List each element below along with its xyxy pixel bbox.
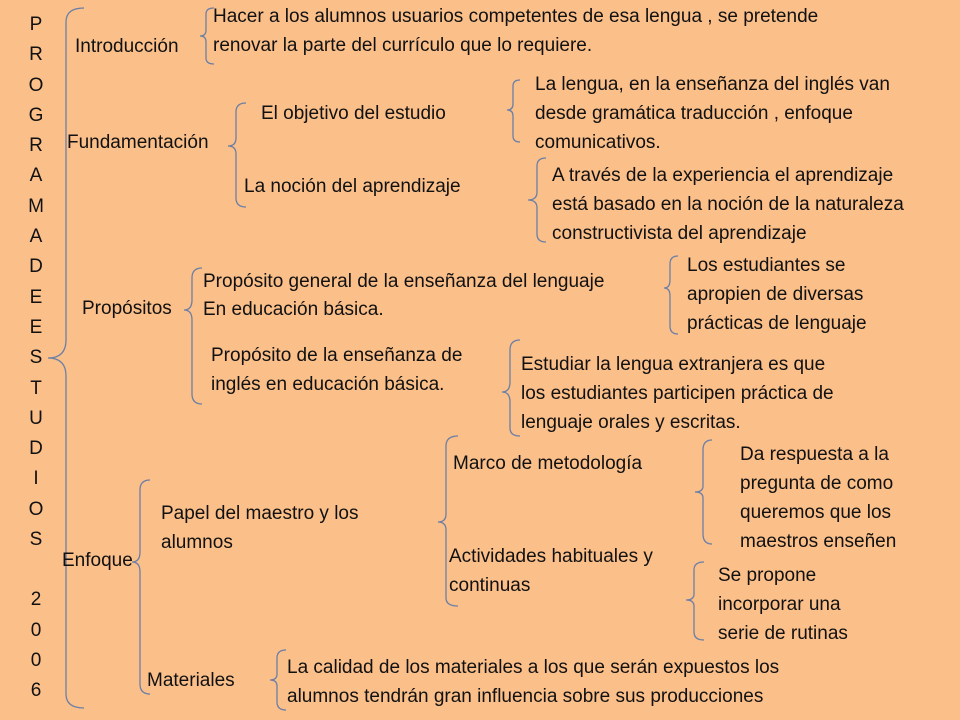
papel-label-line: Papel del maestro y los [161, 503, 359, 524]
title-letter: U [29, 407, 43, 429]
ingles-brace [502, 340, 520, 436]
prop-label: Propósitos [82, 298, 172, 319]
marco-text-line: maestros enseñen [740, 531, 897, 552]
nocion-label: La noción del aprendizaje [244, 176, 461, 197]
marco-text-line: pregunta de como [740, 473, 894, 494]
marco-text-line: Da respuesta a la [740, 444, 889, 465]
ingles-label-line: Propósito de la enseñanza de [211, 345, 463, 366]
intro-text-line: renovar la parte del currículo que lo requiere. [213, 35, 593, 56]
intro-brace [200, 8, 214, 64]
general-label-line: En educación básica. [203, 299, 384, 320]
intro-label: Introducción [75, 36, 179, 57]
nocion-text-line: A través de la experiencia el aprendizaje [552, 165, 894, 186]
general-brace [664, 256, 678, 334]
activ-text-line: Se propone [718, 565, 817, 586]
marco-brace [695, 440, 712, 544]
materiales-label: Materiales [147, 670, 235, 691]
marco-label: Marco de metodología [453, 453, 643, 474]
activ-brace [686, 562, 704, 640]
objetivo-brace [507, 80, 520, 142]
title-letter: G [28, 104, 44, 126]
papel-label-line: alumnos [161, 532, 233, 553]
general-text-line: apropien de diversas [687, 284, 864, 305]
materiales-text-line: La calidad de los materiales a los que serán expuestos los [287, 657, 780, 678]
title-letter: R [29, 44, 43, 66]
ingles-text-line: Estudiar la lengua extranjera es que [521, 354, 826, 375]
title-letter: D [29, 256, 43, 278]
title-letter: S [29, 347, 43, 369]
title-letter: E [29, 286, 43, 308]
title-letter: P [29, 14, 43, 35]
ingles-label-line: inglés en educación básica. [211, 374, 445, 395]
title-letter: S [29, 529, 43, 551]
objetivo-text-line: desde gramática traducción , enfoque [535, 103, 853, 124]
title-letter: E [29, 316, 43, 338]
marco-text-line: queremos que los [740, 502, 892, 523]
year-digit: 0 [30, 649, 42, 671]
year-digit: 0 [30, 619, 42, 641]
year-digit: 2 [30, 589, 42, 611]
title-letter: R [29, 135, 43, 157]
materiales-brace [270, 650, 286, 710]
activ-text-line: serie de rutinas [718, 623, 848, 644]
year-digit: 6 [30, 680, 42, 702]
fund-label: Fundamentación [67, 132, 209, 153]
objetivo-text-line: comunicativos. [535, 132, 661, 153]
objetivo-text-line: La lengua, en la enseñanza del inglés van [535, 74, 890, 95]
activ-text-line: incorporar una [718, 594, 841, 615]
main-brace [48, 8, 84, 708]
nocion-text-line: constructivista del aprendizaje [552, 223, 807, 244]
title-letter: D [29, 438, 43, 460]
enf-label: Enfoque [62, 550, 133, 571]
title-letter: O [28, 74, 44, 96]
ingles-text-line: lenguaje orales y escritas. [521, 412, 741, 433]
intro-text-line: Hacer a los alumnos usuarios competentes de esa lengua , se pretende [213, 6, 819, 27]
materiales-text-line: alumnos tendrán gran influencia sobre sus producciones [287, 686, 764, 707]
title-letter: A [29, 226, 43, 248]
nocion-text-line: está basado en la noción de la naturaleza [552, 194, 904, 215]
title-letter: M [28, 195, 44, 217]
title-letter: O [28, 498, 44, 520]
vertical-title [26, 10, 46, 707]
ingles-text-line: los estudiantes participen práctica de [521, 383, 834, 404]
general-label-line: Propósito general de la enseñanza del lenguaje [203, 271, 605, 292]
activ-label-line: Actividades habituales y [449, 546, 653, 567]
objetivo-label: El objetivo del estudio [261, 103, 446, 124]
title-letter: T [30, 377, 42, 399]
title-letter: A [29, 165, 43, 187]
nocion-brace [528, 158, 546, 242]
title-letter: I [33, 468, 39, 490]
activ-label-line: continuas [449, 575, 531, 596]
general-text-line: prácticas de lenguaje [687, 313, 867, 334]
prop-brace [184, 268, 202, 404]
enf-brace [132, 480, 150, 694]
general-text-line: Los estudiantes se [687, 255, 846, 276]
